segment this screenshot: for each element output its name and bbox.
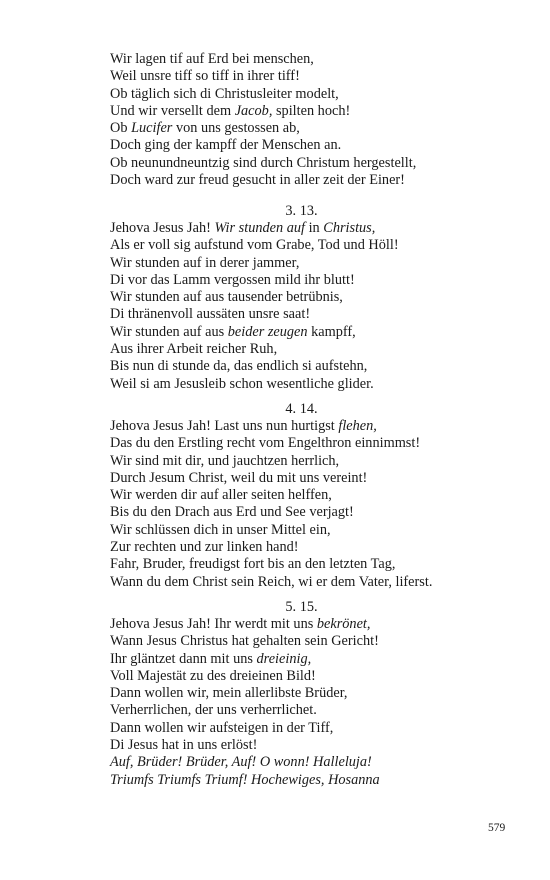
verse-line xyxy=(110,435,530,452)
text-segment: Weil unsre tiff so tiff in ihrer tiff! xyxy=(110,68,300,85)
text-segment: Und wir versellt dem xyxy=(110,102,235,119)
verse-line xyxy=(110,272,530,289)
verse-line xyxy=(110,633,530,650)
text-segment: Wann du dem Christ sein Reich, wi er dem Vater, liferst. xyxy=(110,573,433,590)
stanza-1 xyxy=(110,51,530,189)
stanza-2-heading: 3. 13. xyxy=(285,203,318,219)
italic-text: bekrönet, xyxy=(316,616,371,632)
text-segment: Ihr gläntzet dann mit uns xyxy=(110,650,257,667)
verse-line xyxy=(110,358,530,375)
italic-text: dreieinig, xyxy=(256,650,312,667)
text-segment: Wann Jesus Christus hat gehalten sein Gericht! xyxy=(110,633,379,650)
stanza-4-heading: 5. 15. xyxy=(285,599,318,615)
verse-line xyxy=(110,772,530,789)
italic-text: Lucifer xyxy=(131,120,173,137)
text-segment: Bis du den Drach aus Erd und See verjagt! xyxy=(110,504,354,521)
italic-text: Triumfs Triumfs Triumf! Hochewiges, Hosanna xyxy=(110,771,380,788)
verse-line xyxy=(110,341,530,358)
text-segment: Jehova Jesus Jah! Last uns nun hurtigst xyxy=(110,418,339,434)
verse-line xyxy=(110,51,530,68)
stanza-3-heading: 4. 14. xyxy=(285,401,318,417)
italic-text: Wir stunden auf xyxy=(214,220,305,236)
verse-line xyxy=(110,418,530,435)
verse-line xyxy=(110,616,530,633)
italic-text: flehen, xyxy=(338,418,377,434)
text-segment: kampff, xyxy=(307,323,356,340)
verse-line xyxy=(110,522,530,539)
verse-line xyxy=(110,539,530,556)
italic-text: beider zeugen xyxy=(227,323,308,340)
text-segment: Di vor das Lamm vergossen mild ihr blutt! xyxy=(110,271,355,288)
italic-text: Jacob, xyxy=(234,102,273,119)
verse-line xyxy=(110,556,530,573)
text-segment: Zur rechten und zur linken hand! xyxy=(110,539,299,556)
verse-line xyxy=(110,120,530,137)
verse-line xyxy=(110,470,530,487)
text-segment: Verherrlichen, der uns verherrlichet. xyxy=(110,702,317,719)
verse-line xyxy=(110,172,530,189)
verse-line xyxy=(110,685,530,702)
verse-line xyxy=(110,574,530,591)
verse-line xyxy=(110,504,530,521)
text-segment: Di thränenvoll aussäten unsre saat! xyxy=(110,306,311,323)
text-segment: Ob neunundneuntzig sind durch Christum hergestellt, xyxy=(110,154,417,171)
text-segment: Fahr, Bruder, freudigst fort bis an den letzten Tag, xyxy=(110,556,396,573)
verse-line xyxy=(110,237,530,254)
text-segment: Jehova Jesus Jah! xyxy=(110,220,215,236)
text-segment: Das du den Erstling recht vom Engelthron einnimmst! xyxy=(110,435,421,452)
text-segment: Wir stunden auf aus xyxy=(110,323,228,340)
text-segment: Aus ihrer Arbeit reicher Ruh, xyxy=(110,341,278,358)
verse-line xyxy=(110,737,530,754)
text-segment: Wir sind mit dir, und jauchtzen herrlich, xyxy=(110,452,340,469)
text-segment: Di Jesus hat in uns erlöst! xyxy=(110,737,258,754)
stanza-2 xyxy=(110,220,530,393)
verse-line xyxy=(110,220,530,237)
verse-line xyxy=(110,86,530,103)
text-segment: Wir stunden auf in derer jammer, xyxy=(110,254,300,271)
verse-line xyxy=(110,720,530,737)
stanza-3 xyxy=(110,418,530,591)
verse-line xyxy=(110,754,530,771)
verse-line xyxy=(110,651,530,668)
text-segment: Ob täglich sich di Christusleiter modelt, xyxy=(110,85,339,102)
verse-line xyxy=(110,155,530,172)
verse-line xyxy=(110,376,530,393)
verse-line xyxy=(110,324,530,341)
verse-line xyxy=(110,702,530,719)
text-segment: Wir schlüssen dich in unser Mittel ein, xyxy=(110,521,331,538)
text-segment: Voll Majestät zu des dreieinen Bild! xyxy=(110,667,316,684)
page-number: 579 xyxy=(488,822,506,834)
text-segment: Bis nun di stunde da, das endlich si aufstehn, xyxy=(110,358,368,375)
text-segment: Dann wollen wir aufsteigen in der Tiff, xyxy=(110,719,334,736)
verse-line xyxy=(110,289,530,306)
italic-text: Auf, Brüder! Brüder, Auf! O wonn! Halleluja! xyxy=(110,754,372,771)
text-segment: Doch ging der kampff der Menschen an. xyxy=(110,137,342,154)
verse-line xyxy=(110,103,530,120)
verse-line xyxy=(110,68,530,85)
stanza-4 xyxy=(110,616,530,789)
verse-line xyxy=(110,137,530,154)
verse-line xyxy=(110,453,530,470)
text-segment: in xyxy=(305,220,324,236)
verse-line xyxy=(110,668,530,685)
text-segment: Wir lagen tif auf Erd bei menschen, xyxy=(110,51,314,67)
text-segment: Wir werden dir auf aller seiten helffen, xyxy=(110,487,332,504)
italic-text: Christus, xyxy=(323,220,376,236)
text-segment: Ob xyxy=(110,120,132,137)
text-segment: Doch ward zur freud gesucht in aller zeit der Einer! xyxy=(110,172,405,189)
text-segment: spilten hoch! xyxy=(272,102,351,119)
text-segment: Durch Jesum Christ, weil du mit uns vereint! xyxy=(110,469,368,486)
verse-line xyxy=(110,487,530,504)
text-segment: Weil si am Jesusleib schon wesentliche glider. xyxy=(110,375,374,392)
text-segment: Dann wollen wir, mein allerlibste Brüder, xyxy=(110,685,348,702)
text-segment: von uns gestossen ab, xyxy=(172,120,300,137)
verse-line xyxy=(110,255,530,272)
text-segment: Als er voll sig aufstund vom Grabe, Tod und Höll! xyxy=(110,237,399,254)
text-segment: Jehova Jesus Jah! Ihr werdt mit uns xyxy=(110,616,317,632)
verse-line xyxy=(110,306,530,323)
text-segment: Wir stunden auf aus tausender betrübnis, xyxy=(110,289,343,306)
